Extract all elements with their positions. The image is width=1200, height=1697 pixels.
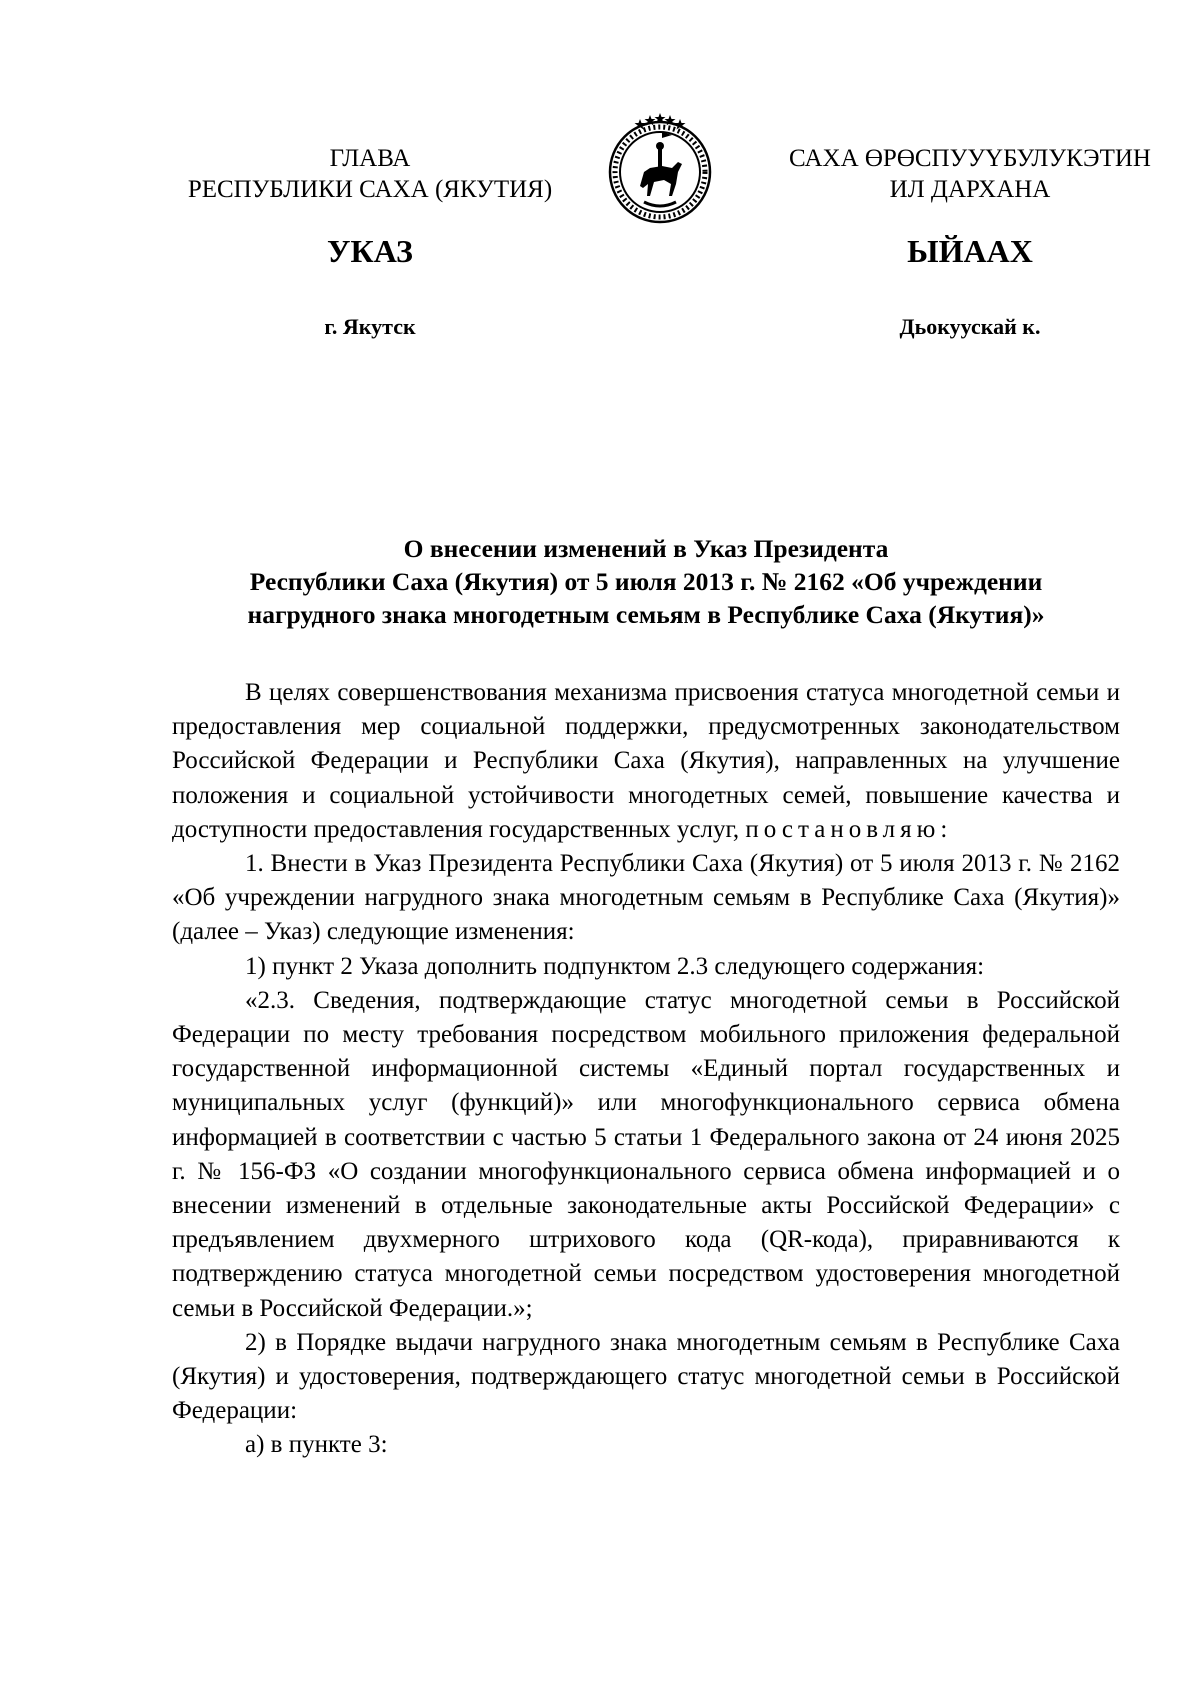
preamble-paragraph: [172, 676, 1120, 847]
quote-2-3: «2.3. Сведения, подтверждающие статус многодетной семьи в Российской Федерации по месту требования посредством мобильного приложения федеральной государственной информационной системы «Единый портал государственных и муниципальных услуг (функций)» или многофункционального сервиса обмена информацией в соответствии с частью 5 статьи 1 Федерального закона от 24 июня 2025 г. № 156-ФЗ «О создании многофункционального сервиса обмена информацией и о внесении изменений в отдельные законодательные акты Российской Федерации» с предъявлением двухмерного штрихового кода (QR-кода), приравниваются к подтверждению статуса многодетной семьи посредством удостоверения многодетной семьи в Российской Федерации.»;: [172, 986, 1120, 1322]
header-right-line2: ИЛ ДАРХАНА: [889, 176, 1051, 203]
item-1-1: 1) пункт 2 Указа дополнить подпунктом 2.3 следующего содержания:: [245, 952, 985, 980]
document-title: [172, 532, 1120, 631]
preamble-text: В целях совершенствования механизма присвоения статуса многодетной семьи и предоставления мер социальной поддержки, предусмотренных законодательством Российской Федерации и Республики Саха (Якутия), направленных на улучшение положения и социальной устойчивости многодетных семей, повышение качества и доступности предоставления государственных услуг,: [172, 679, 1120, 843]
title-line-2: Республики Саха (Якутия) от 5 июля 2013 г. № 2162 «Об учреждении: [249, 567, 1043, 596]
title-line-1: О внесении изменений в Указ Президента: [403, 534, 889, 563]
document-body: [172, 676, 1120, 1463]
city-left: г. Якутск: [324, 314, 416, 339]
doc-type-left: УКАЗ: [327, 233, 413, 269]
header-right-line1: САХА ӨРӨСПУУҮБУЛУКЭТИН: [789, 145, 1151, 172]
item-1: 1. Внести в Указ Президента Республики Саха (Якутия) от 5 июля 2013 г. № 2162 «Об учреждении нагрудного знака многодетным семьям в Республике Саха (Якутия)» (далее – Указ) следующие изменения:: [172, 850, 1120, 946]
header-right-block: [760, 143, 1180, 205]
doc-type-right: ЫЙААХ: [907, 233, 1033, 269]
resolve-word: постановляю:: [745, 815, 953, 843]
header-left-block: [150, 143, 590, 205]
coat-of-arms-icon: [598, 110, 722, 226]
city-right: Дьокуускай к.: [899, 314, 1041, 339]
item-1-2: 2) в Порядке выдачи нагрудного знака многодетным семьям в Республике Саха (Якутия) и удостоверения, подтверждающего статус многодетной семьи в Российской Федерации:: [172, 1328, 1120, 1425]
item-1-2-a: а) в пункте 3:: [245, 1431, 388, 1459]
title-line-3: нагрудного знака многодетным семьям в Республике Саха (Якутия)»: [247, 600, 1045, 629]
header-left-line2: РЕСПУБЛИКИ САХА (ЯКУТИЯ): [187, 176, 553, 203]
header-left-line1: ГЛАВА: [329, 145, 411, 172]
